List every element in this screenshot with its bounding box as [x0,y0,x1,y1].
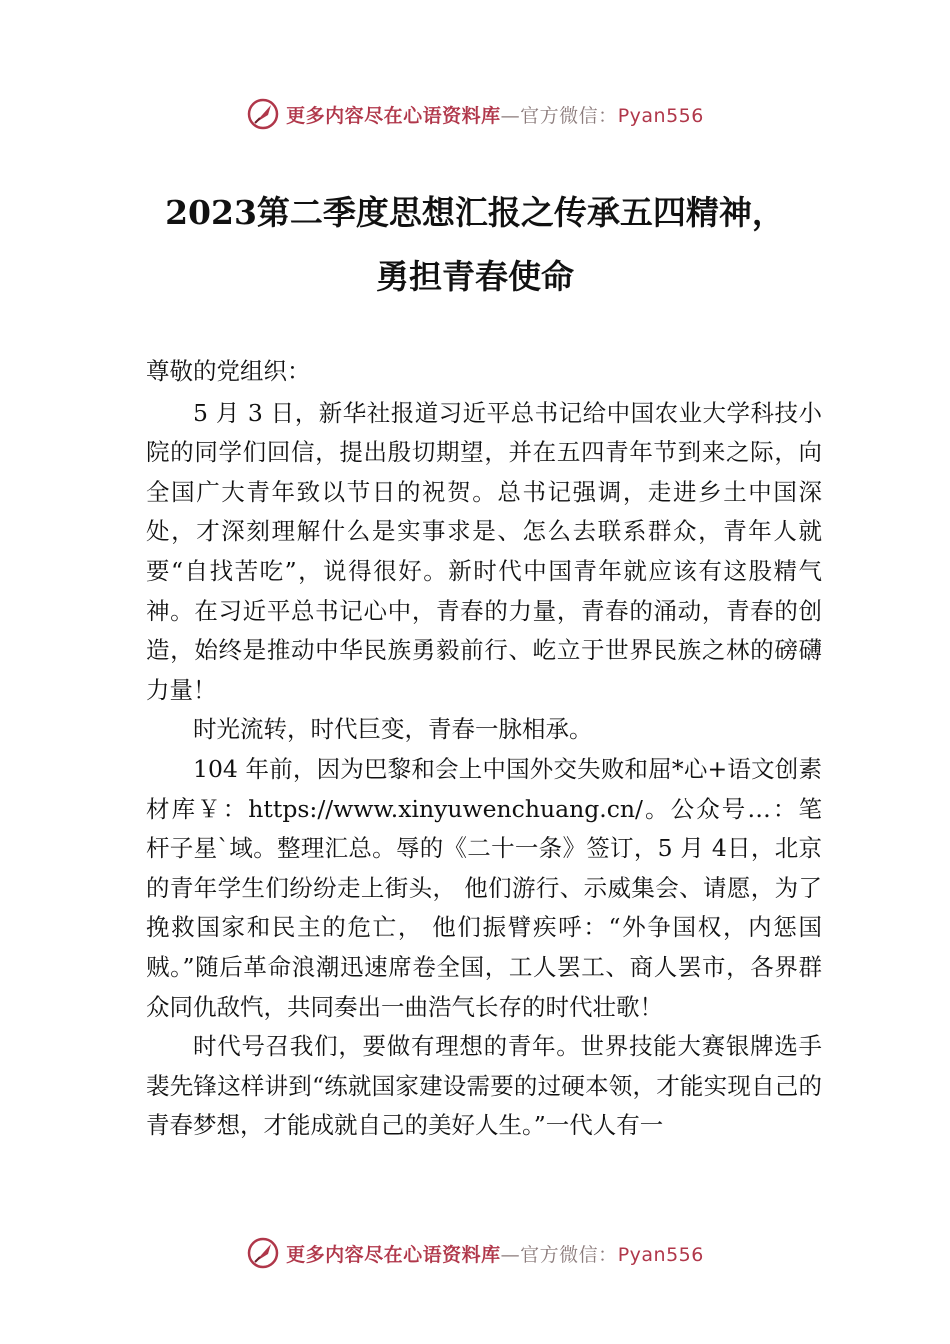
banner-wechat-label: 官方微信： [520,104,618,127]
feather-pen-logo-icon [246,1236,280,1270]
paragraph: 时光流转，时代巨变，青春一脉相承。 [193,715,593,744]
document-title-line2: 勇担青春使命 [376,257,574,296]
banner-wechat-label: 官方微信： [520,1243,618,1266]
feather-pen-logo-icon [246,97,280,131]
footer-banner [0,1233,950,1273]
greeting: 尊敬的党组织： [146,357,311,385]
banner-sep: — [500,104,521,127]
document-title-line1: 2023第二季度思想汇报之传承五四精神， [165,193,785,232]
banner-text [286,101,704,128]
header-banner [0,94,950,134]
paragraph: 5 月 3 日，新华社报道习近平总书记给中国农业大学科技小院的同学们回信，提出殷切期望，并在五四青年节到来之际，向全国广大青年致以节日的祝贺。总书记强调，走进乡土中国深处，才深刻理解什么是实事求是、怎么去联系群众，青年人就要“自找苦吃”，说得很好。新时代中国青年就应该有这股精气神。在习近平总书记心中，青春的力量，青春的涌动，青春的创造，始终是推动中华民族勇毅前行、屹立于世界民族之林的磅礴力量！ [146,398,822,704]
banner-main: 更多内容尽在心语资料库 [286,1243,501,1266]
document-body [146,352,822,1146]
banner-wechat-id: Pyan556 [617,1243,704,1266]
banner-wechat-id: Pyan556 [617,104,704,127]
banner-main: 更多内容尽在心语资料库 [286,104,501,127]
paragraph: 时代号召我们，要做有理想的青年。世界技能大赛银牌选手裴先锋这样讲到“练就国家建设需要的过硬本领，才能实现自己的青春梦想，才能成就自己的美好人生。”一代人有一 [146,1032,822,1140]
banner-text [286,1240,704,1267]
banner-sep: — [500,1243,521,1266]
paragraph: 104 年前，因为巴黎和会上中国外交失败和屈*心+语文创素材库￥：https://www.xinyuwenchuang.cn/。公众号…：笔杆子星`域。整理汇总。辱的《二十一条》签订，5 月 4日，北京的青年学生们纷纷走上街头， 他们游行、示威集会、请愿，为了挽救国家和民主的危亡， 他们振臂疾呼：“外争国权，内惩国贼。”随后革命浪潮迅速席卷全国，工人罢工、商人罢市，各界群众同仇敌忾，共同奏出一曲浩气长存的时代壮歌！ [146,754,822,1021]
